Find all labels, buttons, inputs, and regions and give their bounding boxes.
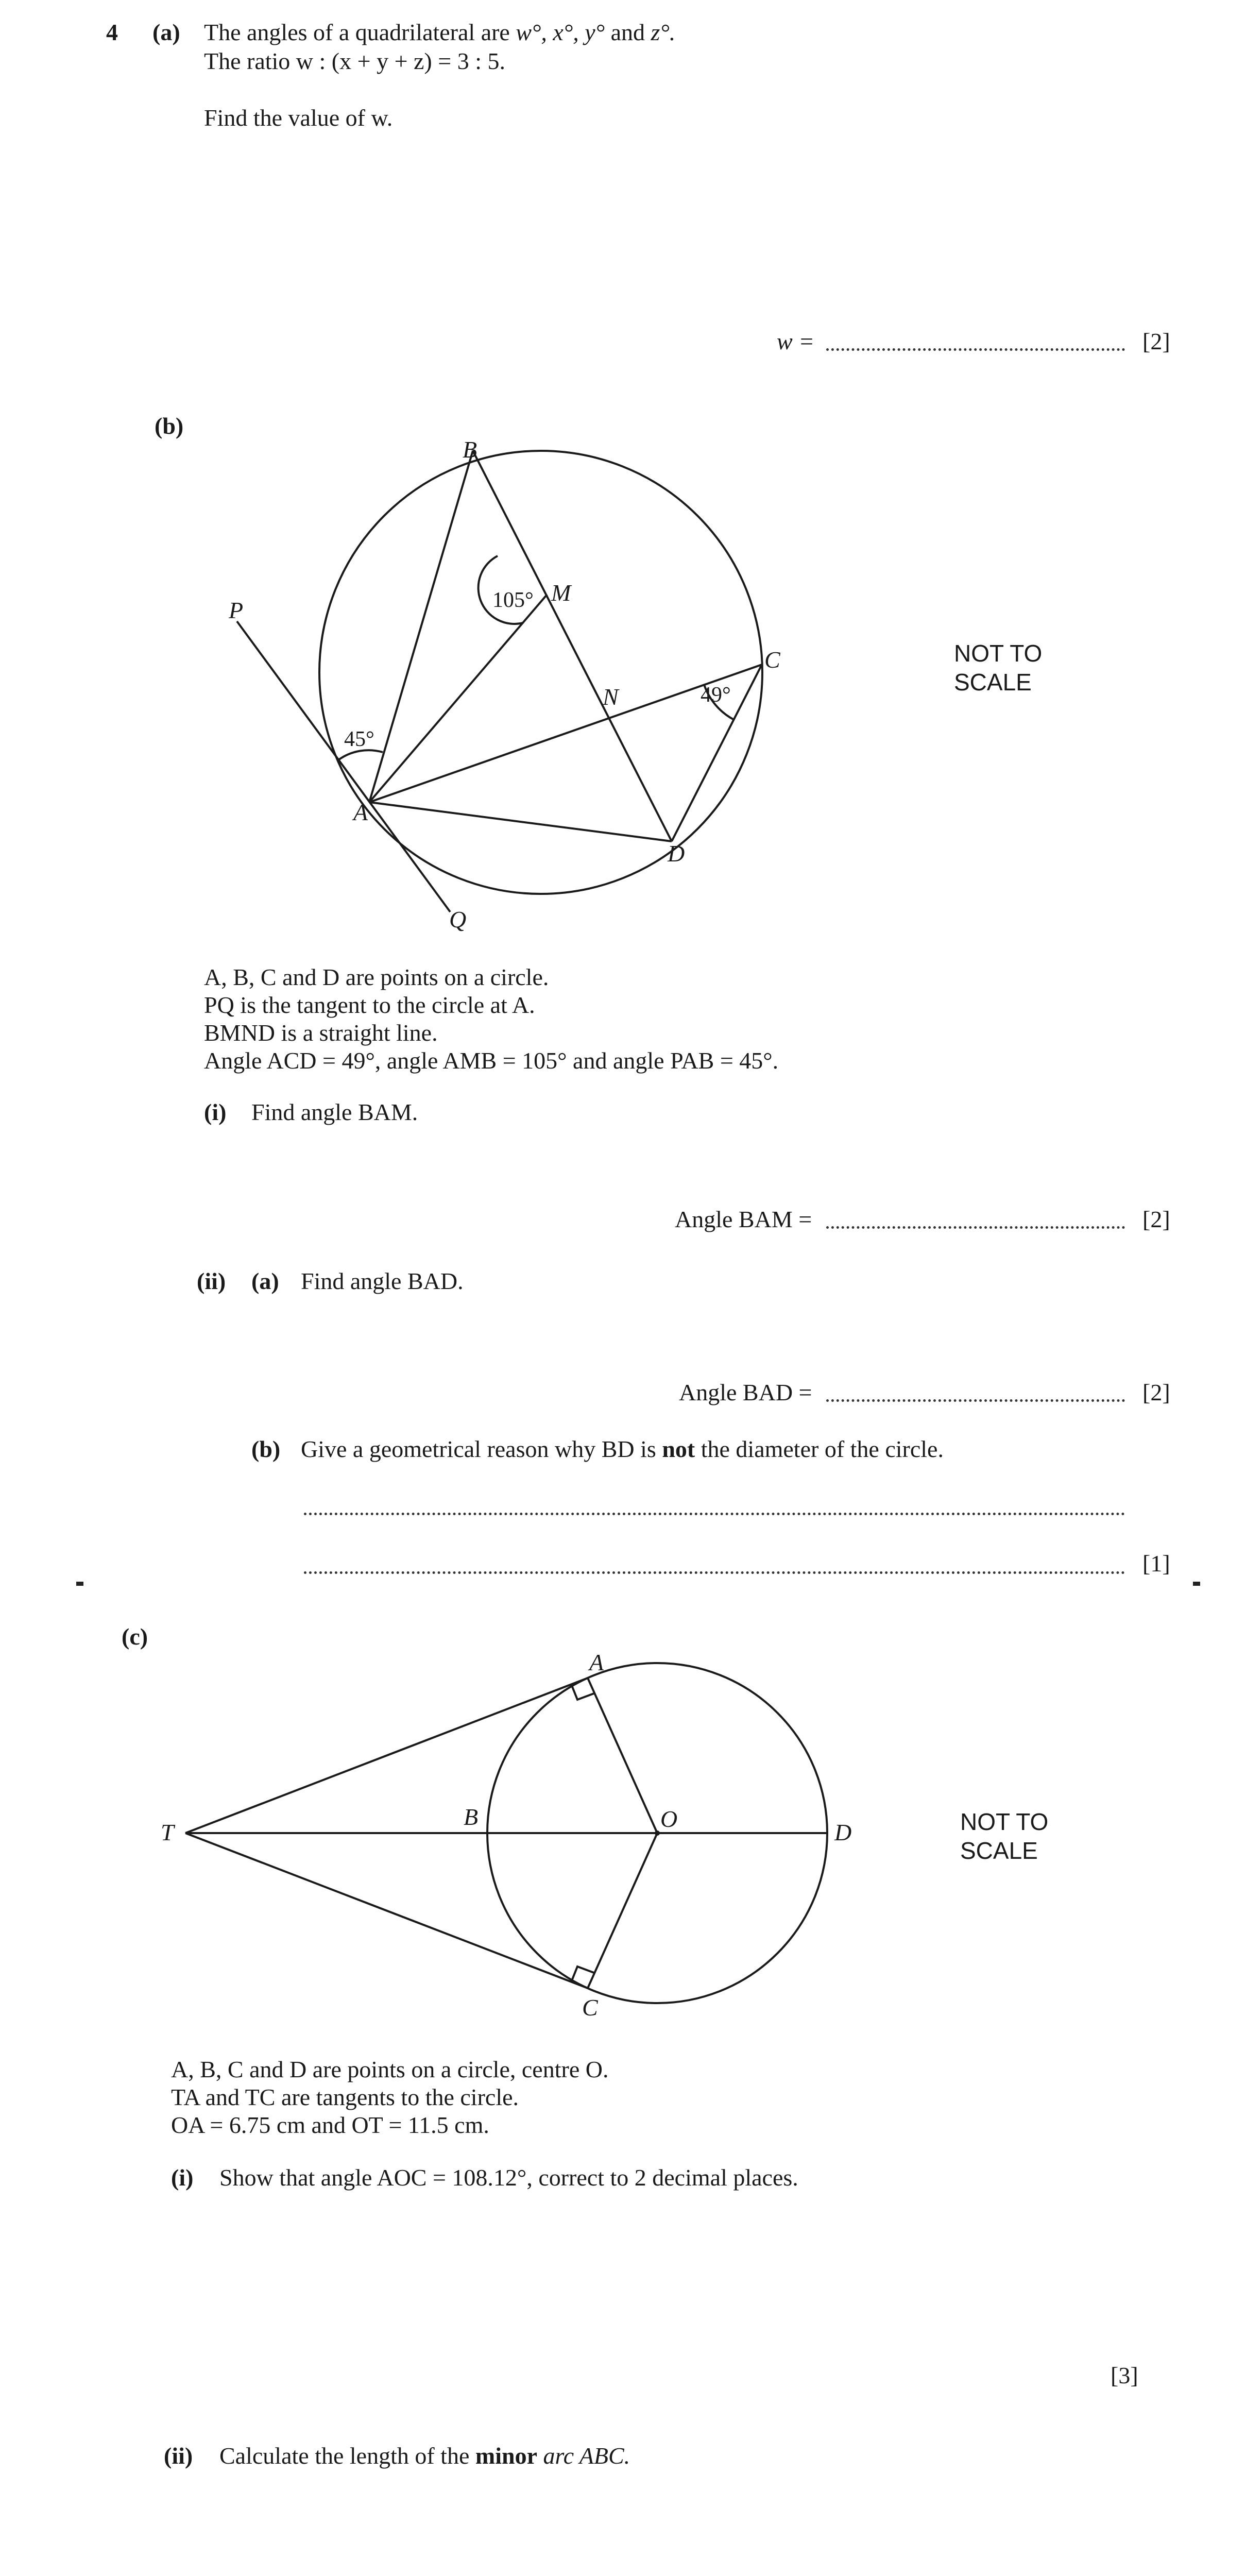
part-b-i-answer-label: Angle BAM = (675, 1206, 812, 1232)
part-b-info-4: Angle ACD = 49°, angle AMB = 105° and angle PAB = 45°. (204, 1047, 779, 1074)
label-d: D (668, 840, 685, 867)
part-a-instruction: Find the value of w. (204, 105, 393, 131)
part-b-info-1: A, B, C and D are points on a circle. (204, 964, 549, 990)
part-c-ii-text: Calculate the length of the minor arc ABC. (219, 2443, 630, 2469)
label-a-c: A (589, 1649, 604, 1675)
part-b-label: (b) (155, 413, 184, 439)
part-b-i-text: Find angle BAM. (251, 1099, 418, 1125)
radius-oa (588, 1678, 657, 1833)
part-b-iia-label: (a) (251, 1268, 279, 1294)
part-a-label: (a) (152, 19, 180, 45)
question-number: 4 (106, 19, 118, 45)
part-b-iia-answer-label: Angle BAD = (679, 1379, 812, 1405)
label-b-c: B (464, 1804, 479, 1830)
tangent-ta (185, 1678, 588, 1833)
centre-o-dot (655, 1831, 660, 1836)
radius-oc (588, 1833, 657, 1988)
part-c-info-2: TA and TC are tangents to the circle. (171, 2084, 519, 2110)
label-q: Q (449, 906, 467, 933)
not-to-scale-b-line1: NOT TO (954, 640, 1043, 667)
part-c-info-3: OA = 6.75 cm and OT = 11.5 cm. (171, 2112, 489, 2138)
label-c: C (764, 647, 780, 673)
label-c-c: C (582, 1994, 598, 2021)
part-b-iib-label: (b) (251, 1436, 281, 1462)
part-c-i-label: (i) (171, 2164, 194, 2191)
part-b-ii-label: (ii) (197, 1268, 226, 1294)
label-d-c: D (834, 1819, 852, 1845)
part-b-iia-text: Find angle BAD. (301, 1268, 464, 1294)
label-n: N (603, 684, 619, 710)
not-to-scale-b-line2: SCALE (954, 669, 1032, 696)
part-a-line1: The angles of a quadrilateral are w°, x°, y° and z°. (204, 19, 676, 45)
part-b-i-marks: [2] (1142, 1206, 1170, 1232)
part-a-ratio: The ratio w : (x + y + z) = 3 : 5. (204, 48, 505, 74)
label-a: A (353, 799, 368, 825)
part-c-i-marks: [3] (1111, 2362, 1138, 2388)
part-b-iib-text: Give a geometrical reason why BD is not the diameter of the circle. (301, 1436, 944, 1462)
part-b-info-3: BMND is a straight line. (204, 1020, 438, 1046)
part-c-i-text: Show that angle AOC = 108.12°, correct to 2 decimal places. (219, 2164, 798, 2191)
part-c-label: (c) (122, 1623, 148, 1650)
not-to-scale-c-line2: SCALE (960, 1837, 1038, 1864)
angle-45: 45° (344, 727, 374, 751)
part-b-info-2: PQ is the tangent to the circle at A. (204, 992, 535, 1018)
label-t: T (161, 1819, 174, 1845)
angle-105: 105° (492, 588, 534, 612)
label-p: P (229, 597, 244, 623)
part-a-answer-label: w = (777, 328, 815, 354)
part-b-i-label: (i) (204, 1099, 227, 1125)
angle-49: 49° (701, 683, 731, 707)
label-m: M (551, 580, 571, 606)
part-c-info-1: A, B, C and D are points on a circle, centre O. (171, 2056, 609, 2082)
label-b: B (463, 436, 477, 463)
part-b-iia-marks: [2] (1142, 1379, 1170, 1405)
part-c-ii-label: (ii) (164, 2443, 193, 2469)
part-a-marks: [2] (1142, 328, 1170, 354)
tangent-tc (185, 1833, 588, 1988)
part-b-iib-marks: [1] (1142, 1550, 1170, 1577)
label-o: O (660, 1806, 678, 1832)
not-to-scale-c-line1: NOT TO (960, 1808, 1049, 1835)
